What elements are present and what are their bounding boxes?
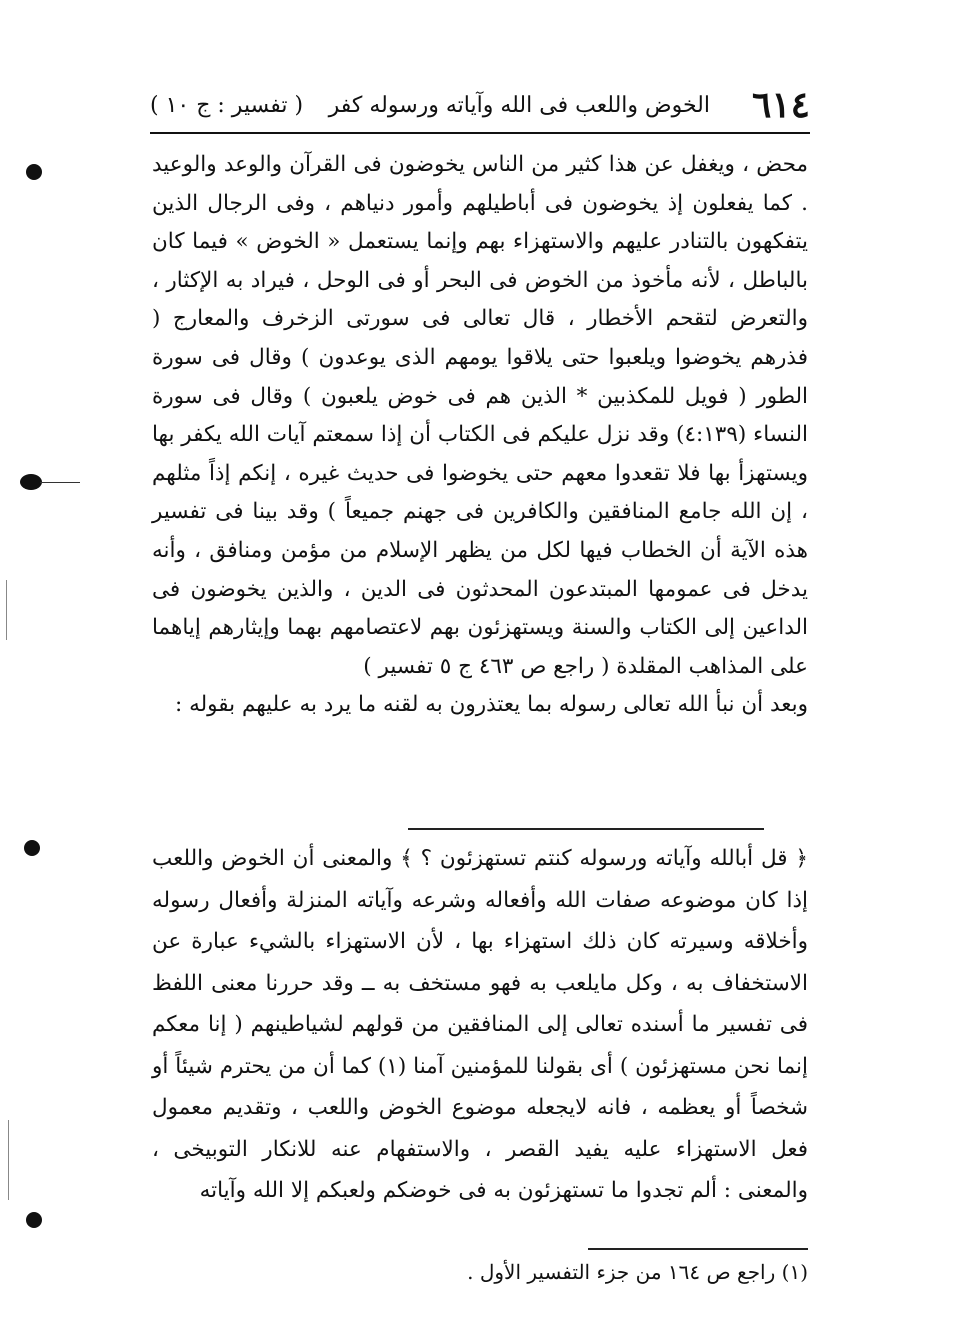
scan-edge-mark: [6, 580, 7, 640]
paragraph: محض ، ويغفل عن هذا كثير من الناس يخوضون فى القرآن والوعد والوعيد . كما يفعلون إذ يخوضون فى أباطيلهم وأمور دنياهم ، وفى الرجال الذين يتفكهون بالتنادر عليهم والاستهزاء بهم وإنما يستعمل « الخوض » فيما كان بالباطل ، لأنه مأخوذ من الخوض فى البحر أو فى الوحل ، فيراد به الإكثار ، والتعرض لتقحم الأخطار ، قال تعالى فى سورتى الزخرف والمعارج ( فذرهم يخوضوا ويلعبوا حتى يلاقوا يومهم الذى يوعدون ) وقال فى سورة الطور ( فويل للمكذبين * الذين هم فى خوض يلعبون ) وقال فى سورة النساء (٤:١٣٩) وقد نزل عليكم فى الكتاب أن إذا سمعتم آيات الله يكفر بها ويستهزأ بها فلا تقعدوا معهم حتى يخوضوا فى حديث غيره ، إنكم إذاً مثلهم ، إن الله جامع المنافقين والكافرين فى جهنم جميعاً ) وقد بينا فى تفسير هذه الآية أن الخطاب فيها لكل من يظهر الإسلام من مؤمن ومنافق ، وأنه يدخل فى عمومها المبتدعون المحدثون فى الدين ، والذين يخوضون فى الداعين إلى الكتاب والسنة ويستهزئون بهم لاعتصامهم بهما وإيثارهم إياهما على المذاهب المقلدة ( راجع ص ٤٦٣ ج ٥ تفسير ): [152, 152, 808, 679]
paragraph: وبعد أن نبأ الله تعالى رسوله بما يعتذرون به لقنه ما يرد به عليهم بقوله :: [175, 692, 808, 718]
volume-reference: ( تفسير : ج ١٠ ): [150, 92, 304, 118]
main-text: [152, 146, 808, 725]
binder-hole-mark: [20, 474, 42, 490]
commentary-text: [152, 838, 808, 1212]
page-number: ٦١٤: [751, 84, 810, 126]
binder-hole-mark: [26, 164, 42, 180]
paragraph: ﴿ قل أبالله وآياته ورسوله كنتم تستهزئون ؟ ﴾ والمعنى أن الخوض واللعب إذا كان موضوعه صفات الله وأفعاله وشرعه وآياته المنزلة وأفعال رسوله وأخلاقه وسيرته كان ذلك استهزاء بها ، لأن الاستهزاء بالشيء عبارة عن الاستخفاف به ، وكل مايلعب به فهو مستخف به ــ وقد حررنا معنى اللفظ فى تفسير ما أسنده تعالى إلى المنافقين من قولهم لشياطينهم ( إنا معكم إنما نحن مستهزئون ) أى بقولنا للمؤمنين آمنا (١) كما أن من يحترم شيئاً أو شخصاً أو يعظمه ، فانه لايجعله موضوع الخوض واللعب ، وتقديم معمول فعل الاستهزاء عليه يفيد القصر ، والاستفهام عنه للانكار التوبيخى ، والمعنى : ألم تجدوا ما تستهزئون به فى خوضكم ولعبكم إلا الله وآياته: [152, 846, 808, 1203]
running-title: الخوض واللعب فى الله وآياته ورسوله كفر: [328, 92, 710, 118]
header-rule: [150, 132, 810, 134]
scan-edge-mark: [8, 1120, 9, 1200]
section-rule: [408, 828, 764, 830]
binder-hole-mark: [26, 1212, 42, 1228]
footnote: (١) راجع ص ١٦٤ من جزء التفسير الأول .: [467, 1260, 808, 1284]
page-header: [150, 82, 810, 128]
scan-mark: [40, 482, 80, 483]
binder-hole-mark: [24, 840, 40, 856]
footnote-rule: [588, 1248, 808, 1250]
